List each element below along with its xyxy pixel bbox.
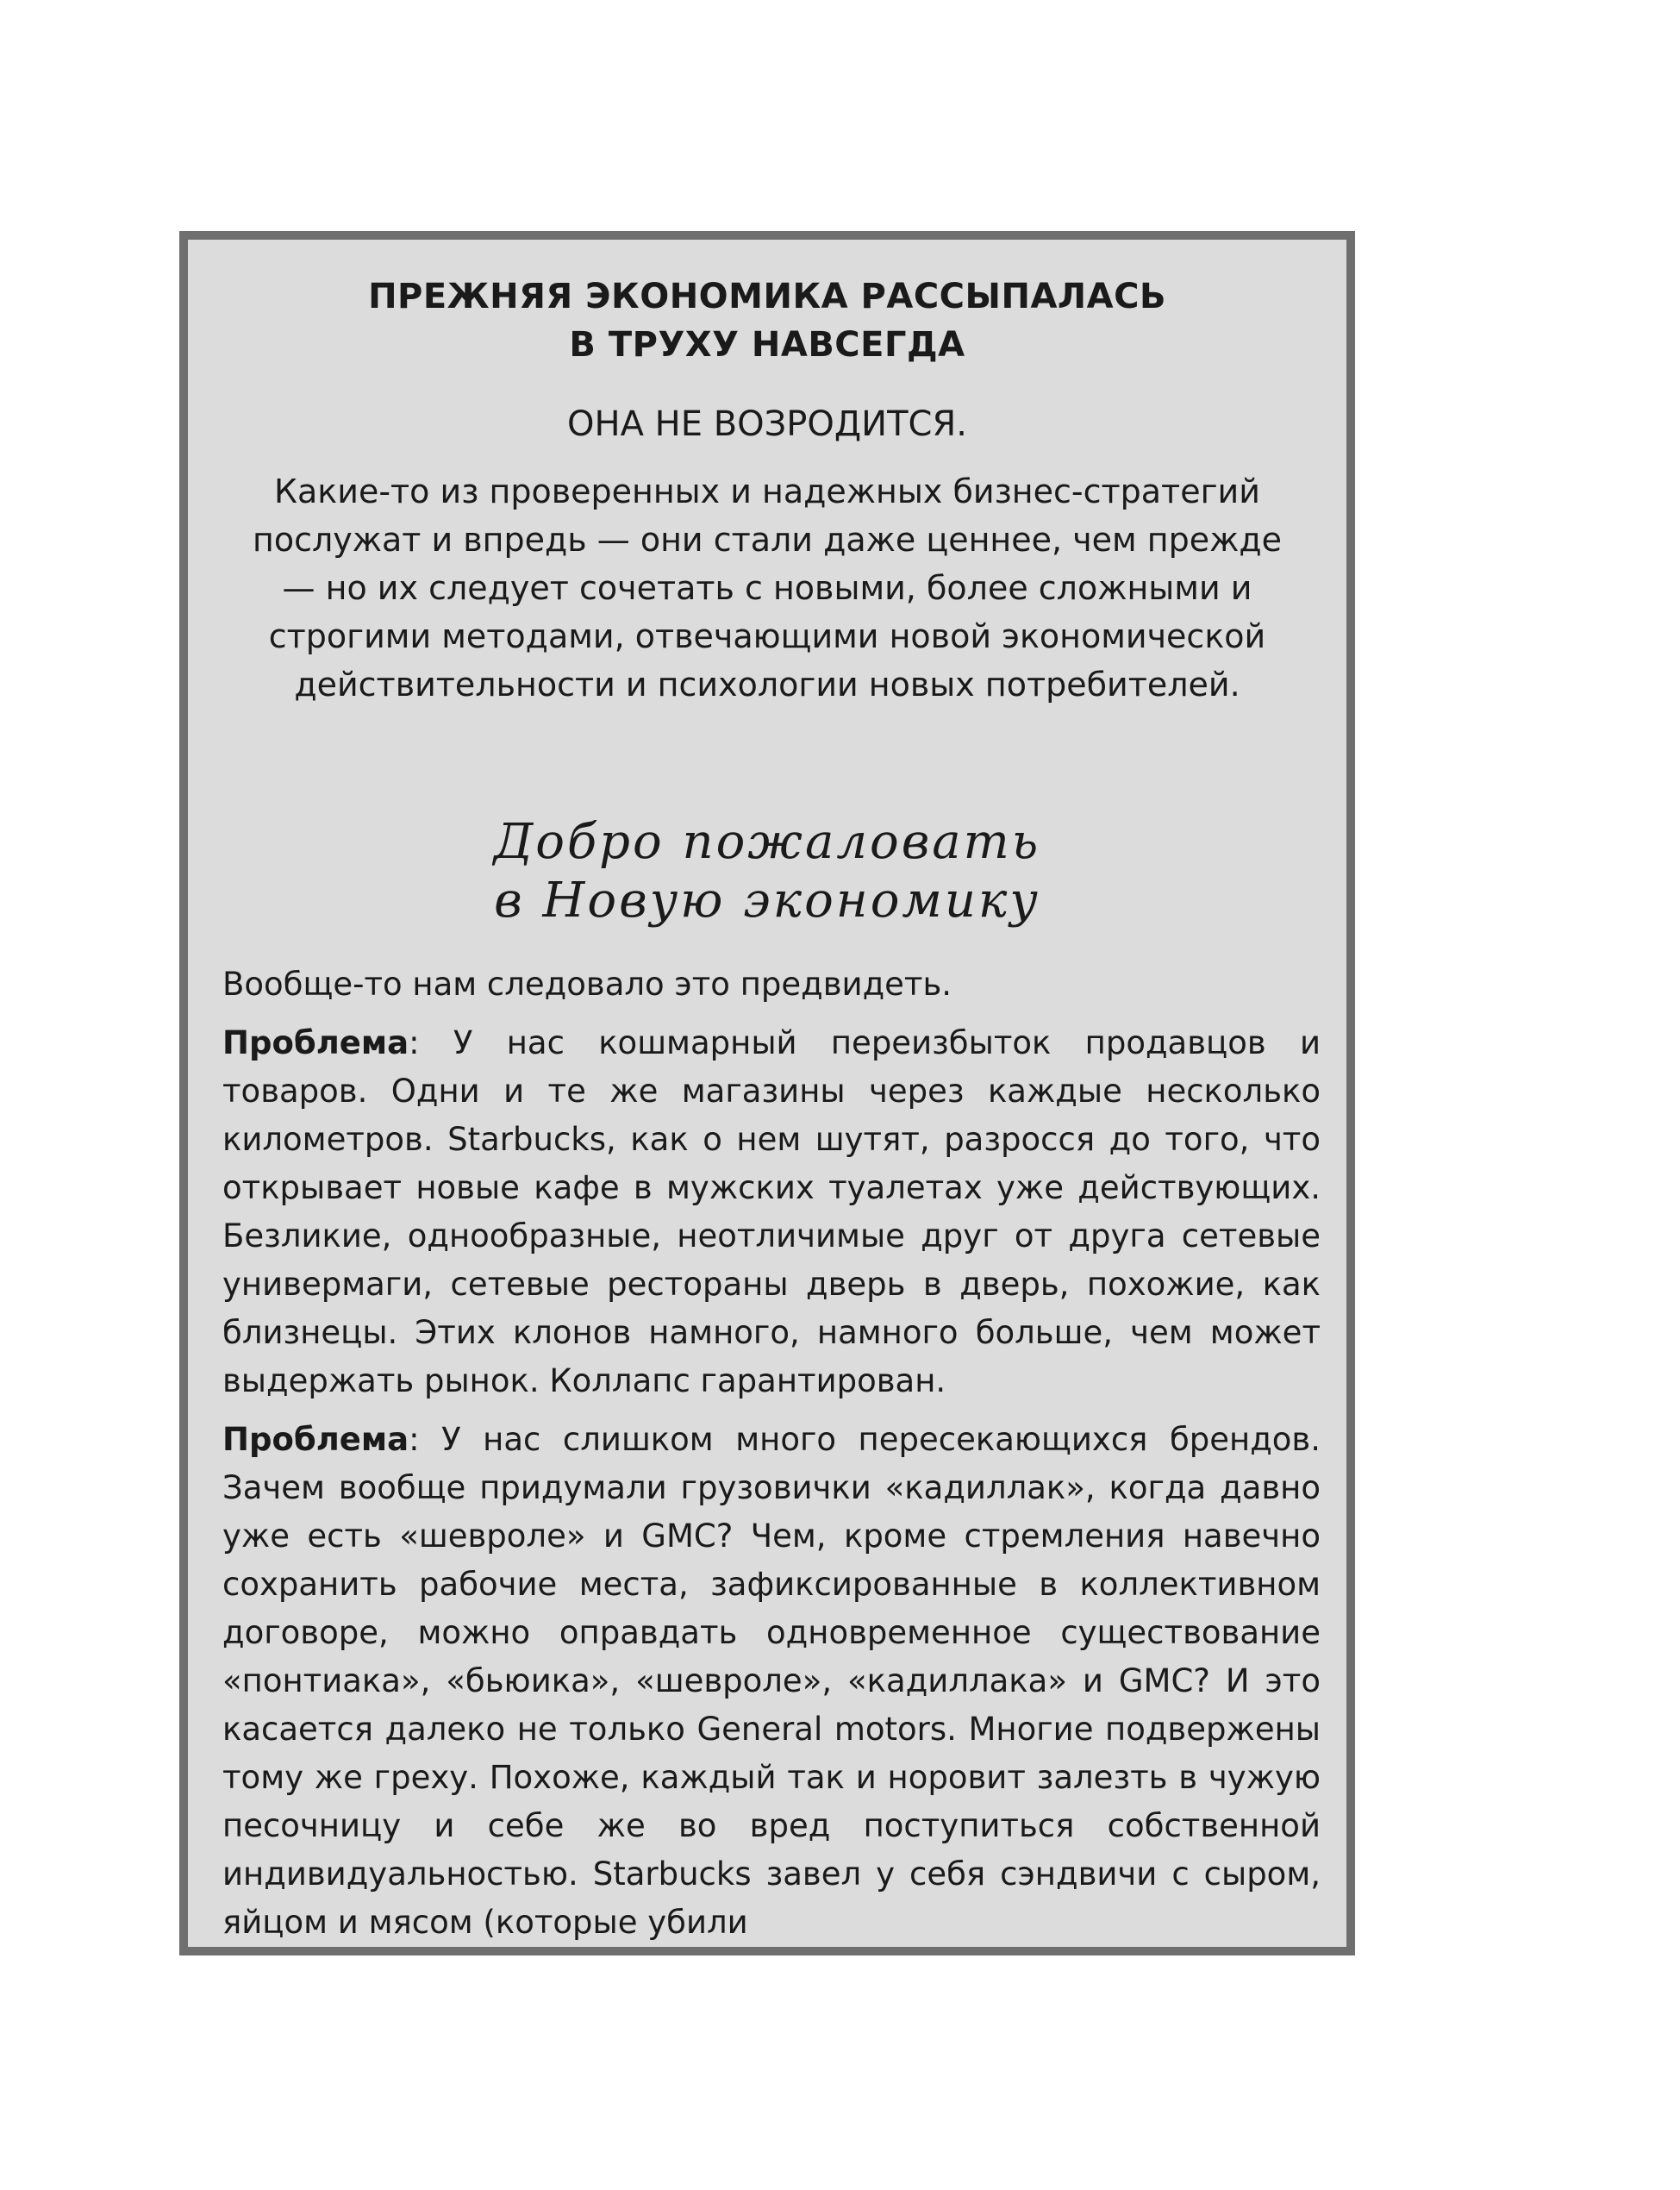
paragraph-3-text: : У нас слишком много пересекающихся брендов. Зачем вообще придумали грузовички «кадиллак», когда давно уже есть «шевроле» и GMC? Чем, кроме стремления навечно сохранить рабочие места, зафиксированные в коллективном договоре, можно оправдать одновременное существование «понтиака», «бьюика», «шевроле», «кадиллака» и GMC? И это касается далеко не только General motors. Многие подвержены тому же греху. Похоже, каждый так и норовит залезть в чужую песочницу и себе же во вред поступиться собственной индивидуальностью. Starbucks завел у себя сэндвичи с сыром, яйцом и мясом (которые убили xyxy=(222,1421,1321,1941)
problem-label-2: Проблема xyxy=(222,1421,409,1458)
paragraph-1: Вообще-то нам следовало это предвидеть. xyxy=(222,966,952,1003)
box-heading-line1: ПРЕЖНЯЯ ЭКОНОМИКА РАССЫПАЛАСЬ xyxy=(368,277,1166,316)
sidebar-box xyxy=(179,231,1355,1955)
paragraph-2 xyxy=(222,1019,1321,1405)
subheading-line1: Добро пожаловать xyxy=(493,814,1041,870)
intro-paragraph: Какие-то из проверенных и надежных бизнес-стратегий послужат и впредь — они стали даже ценнее, чем прежде — но их следует сочетать с новыми, более сложными и строгими методами, отвечающими новой экономической действительности и психологии новых потребителей. xyxy=(253,472,1282,704)
caps-statement: ОНА НЕ ВОЗРОДИТСЯ. xyxy=(567,404,967,444)
problem-label-1: Проблема xyxy=(222,1024,409,1061)
box-heading-line2: В ТРУХУ НАВСЕГДА xyxy=(569,325,965,365)
paragraph-2-text: : У нас кошмарный переизбыток продавцов и товаров. Одни и те же магазины через каждые несколько километров. Starbucks, как о нем шутят, разросся до того, что открывает новые кафе в мужских туалетах уже действующих. Безликие, однообразные, неотличимые друг от друга сетевые универмаги, сетевые рестораны дверь в дверь, похожие, как близнецы. Этих клонов намного, намного больше, чем может выдержать рынок. Коллапс гарантирован. xyxy=(222,1024,1321,1399)
subheading-line2: в Новую экономику xyxy=(494,873,1040,929)
paragraph-3 xyxy=(222,1416,1321,1947)
body-text xyxy=(222,960,1321,1957)
